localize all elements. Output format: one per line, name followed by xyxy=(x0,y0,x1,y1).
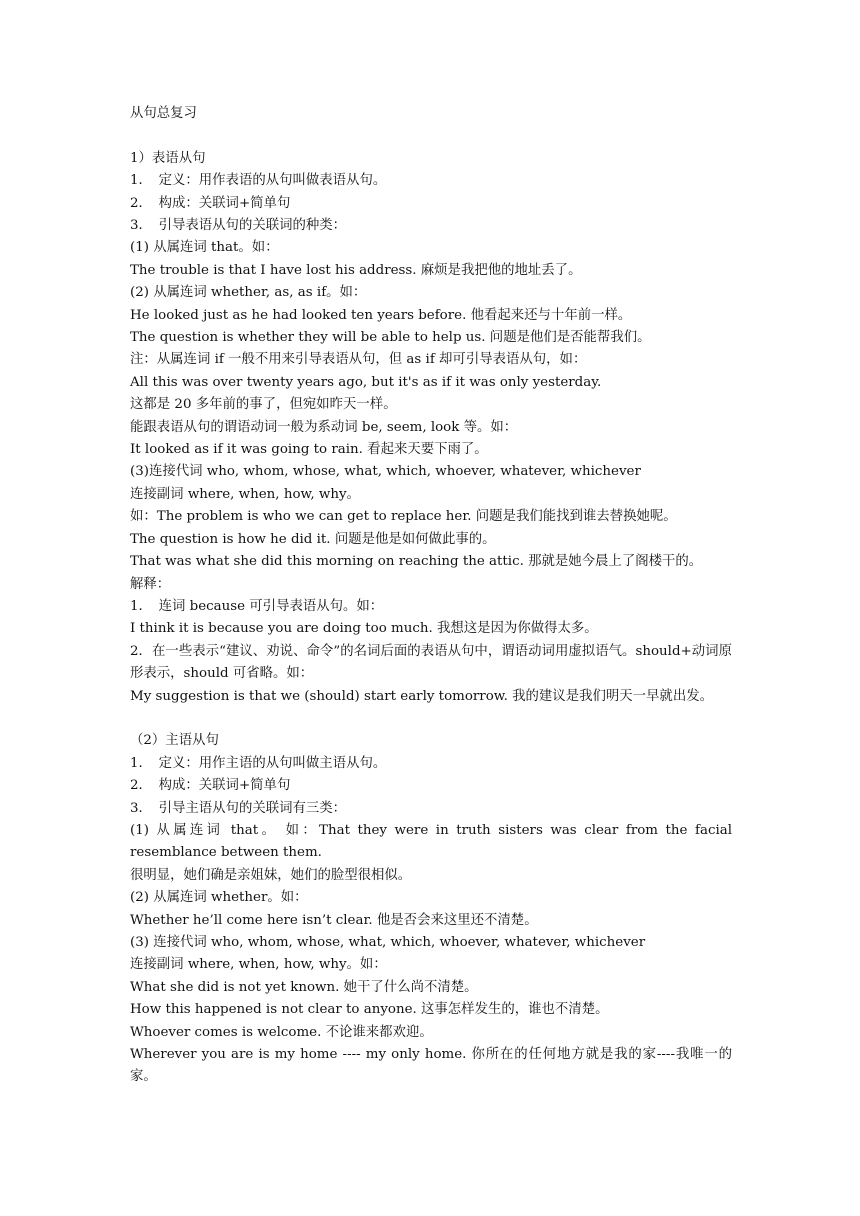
text-line: Whether he’ll come here isn’t clear. 他是否会来这里还不清楚。 xyxy=(130,912,538,928)
section-heading: 1）表语从句 xyxy=(130,150,206,166)
document-title: 从句总复习 xyxy=(130,106,197,121)
text-line: 注：从属连词 if 一般不用来引导表语从句，但 as if 却可引导表语从句，如： xyxy=(130,352,587,368)
text-line: 3． 引导表语从句的关联词的种类： xyxy=(130,218,347,234)
text-line: 这都是 20 多年前的事了，但宛如昨天一样。 xyxy=(130,397,397,413)
text-line: 连接副词 where, when, how, why。如： xyxy=(130,957,387,973)
blank-line xyxy=(130,708,732,730)
text-line: 2． 构成：关联词+简单句 xyxy=(130,778,291,794)
text-line: 3． 引导主语从句的关联词有三类： xyxy=(130,800,347,816)
text-line: 1． 连词 because 可引导表语从句。如： xyxy=(130,598,384,614)
text-line: How this happened is not clear to anyone. 这事怎样发生的，谁也不清楚。 xyxy=(130,1002,609,1018)
text-line: 1． 定义：用作主语的从句叫做主语从句。 xyxy=(130,755,387,771)
text-paragraph: 2．在一些表示“建议、劝说、命令”的名词后面的表语从句中，谓语动词用虚拟语气。should+动词原形表示，should 可省略。如： xyxy=(130,643,732,682)
text-line: 很明显，她们确是亲姐妹，她们的脸型很相似。 xyxy=(130,867,412,883)
text-line: That was what she did this morning on reaching the attic. 那就是她今晨上了阁楼干的。 xyxy=(130,554,703,570)
text-line: It looked as if it was going to rain. 看起来天要下雨了。 xyxy=(130,442,488,458)
text-line: 2． 构成：关联词+简单句 xyxy=(130,195,291,211)
text-line: 解释： xyxy=(130,576,171,592)
text-line: (3) 连接代词 who, whom, whose, what, which, whoever, whatever, whichever xyxy=(130,935,646,950)
section-subject-clause xyxy=(130,730,732,1089)
text-line: What she did is not yet known. 她干了什么尚不清楚。 xyxy=(130,979,478,995)
text-line: Whoever comes is welcome. 不论谁来都欢迎。 xyxy=(130,1024,433,1040)
text-line: 1． 定义：用作表语的从句叫做表语从句。 xyxy=(130,173,387,189)
section-predicative-clause xyxy=(130,148,732,708)
text-line: (2) 从属连词 whether。如： xyxy=(130,890,308,906)
text-line: The question is how he did it. 问题是他是如何做此事的。 xyxy=(130,531,496,547)
text-line: He looked just as he had looked ten years before. 他看起来还与十年前一样。 xyxy=(130,307,632,323)
text-line: The question is whether they will be able to help us. 问题是他们是否能帮我们。 xyxy=(130,330,651,346)
text-line: 能跟表语从句的谓语动词一般为系动词 be, seem, look 等。如： xyxy=(130,419,518,435)
blank-line xyxy=(130,125,732,147)
text-line: (1) 从属连词 that。如： xyxy=(130,240,279,256)
text-line: My suggestion is that we (should) start early tomorrow. 我的建议是我们明天一早就出发。 xyxy=(130,688,713,704)
text-paragraph: (1) 从属连词 that。 如：That they were in truth sisters was clear from the facial resemblance between them. xyxy=(130,822,732,861)
text-line: All this was over twenty years ago, but it's as if it was only yesterday. xyxy=(130,374,602,390)
text-line: 连接副词 where, when, how, why。 xyxy=(130,486,360,502)
text-line: I think it is because you are doing too much. 我想这是因为你做得太多。 xyxy=(130,621,598,637)
section-heading: （2）主语从句 xyxy=(130,733,219,749)
text-line: The trouble is that I have lost his address. 麻烦是我把他的地址丢了。 xyxy=(130,262,582,278)
text-line: 如：The problem is who we can get to replace her. 问题是我们能找到谁去替换她呢。 xyxy=(130,509,677,525)
text-paragraph: Wherever you are is my home ---- my only home. 你所在的任何地方就是我的家----我唯一的家。 xyxy=(130,1047,732,1085)
text-line: (3)连接代词 who, whom, whose, what, which, whoever, whatever, whichever xyxy=(130,464,641,480)
text-line: (2) 从属连词 whether, as, as if。如： xyxy=(130,285,367,301)
